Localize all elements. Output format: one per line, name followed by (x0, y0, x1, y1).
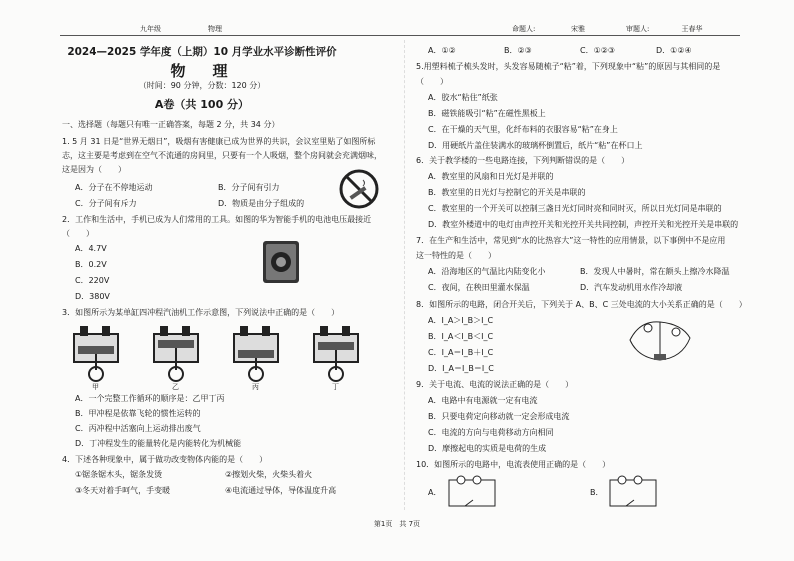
q4-line1: 4．下述各种现象中，属于做功改变物体内能的是（ ） (62, 455, 268, 464)
q4-item2: ②擦划火柴，火柴头着火 (225, 470, 313, 479)
q3-line1: 3．如图所示为某单缸四冲程汽油机工作示意图，下列说法中正确的是（ ） (62, 308, 340, 317)
no-smoking-icon (338, 168, 380, 210)
page-number: 第1页 共 7页 (373, 520, 421, 528)
q9-option-b: B．只要电荷定向移动就一定会形成电流 (428, 412, 570, 421)
q7-option-a: A．沿海地区的气温比内陆变化小 (428, 267, 546, 276)
q10-line1: 10．如图所示的电路中，电流表使用正确的是（ ） (416, 460, 611, 469)
q8-circuit-figure (620, 310, 700, 366)
q2-option-a: A．4.7V (75, 244, 107, 253)
q4-option-d: D．①②④ (656, 46, 692, 55)
q1-option-b: B．分子间有引力 (218, 183, 280, 192)
q8-line1: 8．如图所示的电路，闭合开关后，下列关于 A、B、C 三处电流的大小关系正确的是（ ） (416, 300, 747, 309)
q10-option-b: B． (590, 488, 604, 497)
q9-line1: 9．关于电流、电流的说法正确的是（ ） (416, 380, 574, 389)
q7-option-d: D．汽车发动机用水作冷却液 (580, 283, 683, 292)
q1-option-c: C．分子间有斥力 (75, 199, 137, 208)
q2-line1: 2．工作和生活中，手机已成为人们常用的工具。如图的华为智能手机的电池电压最接近 (62, 215, 372, 224)
q7-option-c: C．夜间，在秧田里灌水保温 (428, 283, 530, 292)
engine-label-yi: 乙 (172, 383, 179, 391)
q8-option-d: D．I_A＝I_B＝I_C (428, 364, 494, 373)
q4-item3: ③冬天对着手呵气，手变暖 (75, 486, 171, 495)
engine-strokes-figure (62, 322, 362, 384)
q4-option-c: C．①②③ (580, 46, 616, 55)
q7-line1: 7．在生产和生活中，常见到“水的比热容大”这一特性的应用情景，以下事例中不是应用 (416, 236, 726, 245)
exam-title: 2024—2025 学年度（上期）10 月学业水平诊断性评价 (67, 46, 337, 58)
q2-option-b: B．0.2V (75, 260, 107, 269)
part1-heading: 一、选择题（每题只有唯一正确答案，每题 2 分，共 34 分） (62, 120, 280, 129)
q10-circuit-b (606, 472, 660, 510)
q6-option-d: D．教室外楼道中的电灯由声控开关和光控开关共同控制，声控开关和光控开关是串联的 (428, 220, 739, 229)
q3-option-d: D．丁冲程发生的能量转化是内能转化为机械能 (75, 439, 242, 448)
proposer-name: 宋雅 (571, 25, 585, 33)
q5-option-a: A．胶水“粘住”纸张 (428, 93, 498, 102)
q8-option-c: C．I_A＝I_B＋I_C (428, 348, 494, 357)
q6-line1: 6．关于教学楼的一些电路连接，下列判断错误的是（ ） (416, 156, 630, 165)
reviewer-label: 审题人: (626, 25, 650, 33)
engine-label-jia: 甲 (92, 383, 99, 391)
q1-option-d: D．物质是由分子组成的 (218, 199, 305, 208)
q8-option-b: B．I_A＜I_B＜I_C (428, 332, 494, 341)
q5-option-d: D．用硬纸片盖住装满水的玻璃杯倒置后，纸片“粘”在杯口上 (428, 141, 643, 150)
q5-line1: 5.用塑料梳子梳头发时，头发容易随梳子“粘”着，下列现象中“粘”的原因与其相同的是 (416, 62, 721, 71)
q10-circuit-a (445, 472, 499, 510)
q1-line2: 志，这主要是考虑到在空气不流通的房间里，只要有一个人吸烟，整个房间就会充满烟味， (62, 151, 382, 160)
q2-option-c: C．220V (75, 276, 110, 285)
q4-option-a: A．①② (428, 46, 456, 55)
q4-item1: ①锯条锯木头，锯条发烫 (75, 470, 163, 479)
q6-option-a: A．教室里的风扇和日光灯是并联的 (428, 172, 554, 181)
exam-info: （时间：90 分钟，分数：120 分） (138, 81, 266, 90)
smartphone-image (262, 240, 300, 284)
subject-label: 物理 (208, 25, 222, 33)
q7-line2: 这一特性的是（ ） (416, 251, 496, 260)
q5-line2: （ ） (416, 77, 448, 86)
q3-option-c: C．丙冲程中活塞向上运动排出废气 (75, 424, 201, 433)
q4-item4: ④电流通过导体，导体温度升高 (225, 486, 337, 495)
engine-label-ding: 丁 (332, 383, 339, 391)
q3-option-a: A．一个完整工作循环的顺序是：乙甲丁丙 (75, 394, 225, 403)
q1-line3: 这是因为（ ） (62, 165, 126, 174)
exam-subject: 物 理 (170, 62, 234, 80)
q3-option-b: B．甲冲程是依靠飞轮的惯性运转的 (75, 409, 201, 418)
engine-label-bing: 丙 (252, 383, 259, 391)
reviewer-name: 王春华 (681, 25, 703, 33)
q8-option-a: A．I_A＞I_B＞I_C (428, 316, 494, 325)
q5-option-b: B．磁铁能吸引“粘”在磁性黑板上 (428, 109, 546, 118)
section-title: A卷（共 100 分） (154, 98, 250, 111)
q2-line2: （ ） (62, 229, 94, 238)
q4-option-b: B．②③ (504, 46, 532, 55)
q2-option-d: D．380V (75, 292, 110, 301)
column-divider (404, 40, 405, 510)
grade-label: 九年级 (140, 25, 161, 33)
q5-option-c: C．在干燥的天气里，化纤布料的衣服容易“粘”在身上 (428, 125, 618, 134)
proposer-label: 命题人: (512, 25, 536, 33)
q6-option-b: B．教室里的日光灯与控制它的开关是串联的 (428, 188, 586, 197)
q10-option-a: A． (428, 488, 442, 497)
header-rule (60, 35, 740, 36)
q1-option-a: A．分子在不停地运动 (75, 183, 153, 192)
q9-option-a: A．电路中有电源就一定有电流 (428, 396, 538, 405)
q7-option-b: B．发现人中暑时，常在额头上擦冷水降温 (580, 267, 730, 276)
q1-line1: 1. 5 月 31 日是“世界无烟日”，吸烟有害健康已成为世界的共识，会议室里贴了如图所标 (62, 137, 376, 146)
q9-option-d: D．摩擦起电的实质是电荷的生成 (428, 444, 547, 453)
q6-option-c: C．教室里的一个开关可以控制三盏日光灯同时亮和同时灭，所以日光灯同是串联的 (428, 204, 722, 213)
q9-option-c: C．电流的方向与电荷移动方向相同 (428, 428, 554, 437)
